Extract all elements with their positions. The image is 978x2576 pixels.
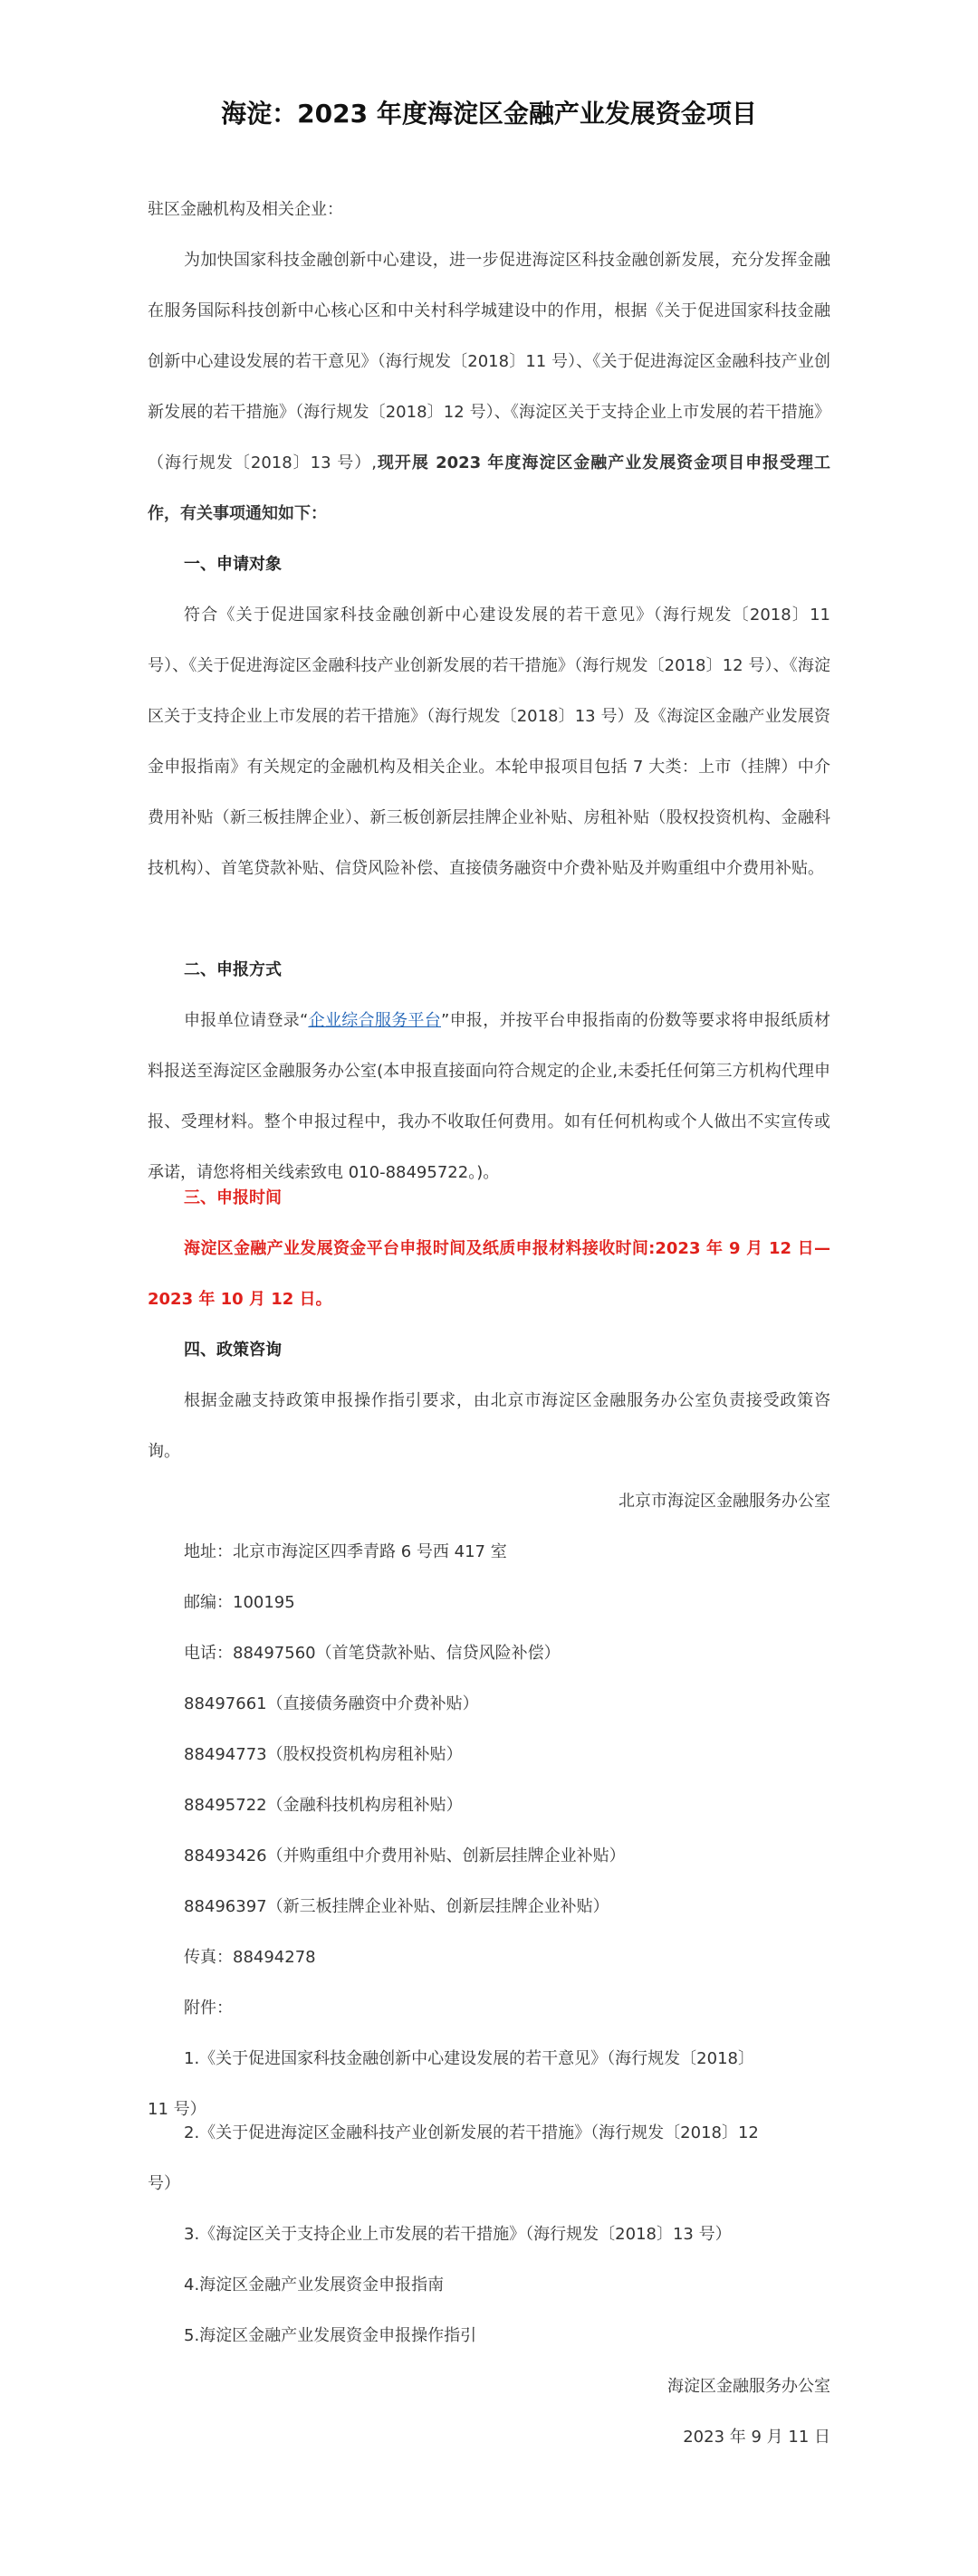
section3-heading: 三、申报时间 bbox=[184, 1188, 282, 1207]
section1-paragraph: 符合《关于促进国家科技金融创新中心建设发展的若干意见》（海行规发〔2018〕11 号）、《关于促进海淀区金融科技产业创新发展的若干措施》（海行规发〔2018〕12 号）、《海淀区关于支持企业上市发展的若干措施》（海行规发〔2018〕13 号）及《海淀区金融产业发展资金申报指南》有关规定的金融机构及相关企业。本轮申报项目包括 7 大类：上市（挂牌）中介费用补贴（新三板挂牌企业）、新三板创新层挂牌企业补贴、房租补贴（股权投资机构、金融科技机构）、首笔贷款补贴、信贷风险补偿、直接债务融资中介费补贴及并购重组中介费用补贴。 bbox=[148, 606, 830, 878]
attachment-2-line-1: 2.《关于促进海淀区金融科技产业创新发展的若干措施》（海行规发〔2018〕12 bbox=[184, 2123, 759, 2142]
attachments-label: 附件： bbox=[184, 1999, 233, 2018]
salutation: 驻区金融机构及相关企业： bbox=[148, 200, 343, 219]
section1-heading: 一、申请对象 bbox=[184, 555, 282, 574]
intro-paragraph bbox=[148, 235, 830, 539]
contact-fax: 传真：88494278 bbox=[184, 1948, 316, 1967]
contact-phone-1: 电话：88497560（首笔贷款补贴、信贷风险补偿） bbox=[184, 1644, 561, 1663]
contact-phone-2: 88497661（直接债务融资中介费补贴） bbox=[184, 1694, 479, 1713]
contact-phone-5: 88493426（并购重组中介费用补贴、创新层挂牌企业补贴） bbox=[184, 1846, 626, 1865]
attachment-5: 5.海淀区金融产业发展资金申报操作指引 bbox=[184, 2326, 477, 2345]
signature-org: 海淀区金融服务办公室 bbox=[667, 2377, 830, 2396]
section2-heading: 二、申报方式 bbox=[184, 960, 282, 979]
attachment-4: 4.海淀区金融产业发展资金申报指南 bbox=[184, 2275, 445, 2295]
intro-bold-text: 现开展 2023 年度海淀区金融产业发展资金项目申报受理工作，有关事项通知如下： bbox=[148, 453, 830, 523]
section3-paragraph: 海淀区金融产业发展资金平台申报时间及纸质申报材料接收时间:2023 年 9 月 12 日—2023 年 10 月 12 日。 bbox=[148, 1239, 830, 1309]
intro-text: 为加快国家科技金融创新中心建设，进一步促进海淀区科技金融创新发展，充分发挥金融在服务国际科技创新中心核心区和中关村科学城建设中的作用，根据《关于促进国家科技金融创新中心建设发展的若干意见》（海行规发〔2018〕11 号）、《关于促进海淀区金融科技产业创新发展的若干措施》（海行规发〔2018〕12 号）、《海淀区关于支持企业上市发展的若干措施》（海行规发〔2018〕13 号）, bbox=[148, 251, 830, 472]
contact-postcode: 邮编：100195 bbox=[184, 1593, 295, 1612]
contact-address: 地址：北京市海淀区四季青路 6 号西 417 室 bbox=[184, 1542, 507, 1561]
attachment-3: 3.《海淀区关于支持企业上市发展的若干措施》（海行规发〔2018〕13 号） bbox=[184, 2225, 732, 2244]
section2-paragraph bbox=[148, 996, 830, 1198]
page-title: 海淀：2023 年度海淀区金融产业发展资金项目 bbox=[221, 99, 757, 129]
contact-phone-3: 88494773（股权投资机构房租补贴） bbox=[184, 1745, 463, 1764]
attachment-1-line-2: 11 号） bbox=[148, 2100, 206, 2119]
section4-paragraph: 根据金融支持政策申报操作指引要求，由北京市海淀区金融服务办公室负责接受政策咨询。 bbox=[148, 1391, 830, 1461]
contact-office: 北京市海淀区金融服务办公室 bbox=[618, 1492, 830, 1511]
service-platform-link[interactable]: 企业综合服务平台 bbox=[308, 1011, 441, 1030]
attachment-1-line-1: 1.《关于促进国家科技金融创新中心建设发展的若干意见》（海行规发〔2018〕 bbox=[184, 2049, 754, 2068]
contact-phone-4: 88495722（金融科技机构房租补贴） bbox=[184, 1796, 463, 1815]
signature-date: 2023 年 9 月 11 日 bbox=[683, 2428, 830, 2447]
section2-text-before: 申报单位请登录“ bbox=[184, 1011, 309, 1030]
attachment-2-line-2: 号） bbox=[148, 2174, 180, 2193]
section2-text-after: ”申报，并按平台申报指南的份数等要求将申报纸质材料报送至海淀区金融服务办公室(本申报直接面向符合规定的企业,未委托任何第三方机构代理申报、受理材料。整个申报过程中，我办不收取任何费用。如有任何机构或个人做出不实宣传或承诺，请您将相关线索致电 010-88495722。)。 bbox=[148, 1011, 831, 1182]
contact-phone-6: 88496397（新三板挂牌企业补贴、创新层挂牌企业补贴） bbox=[184, 1897, 609, 1916]
section4-heading: 四、政策咨询 bbox=[184, 1340, 282, 1360]
